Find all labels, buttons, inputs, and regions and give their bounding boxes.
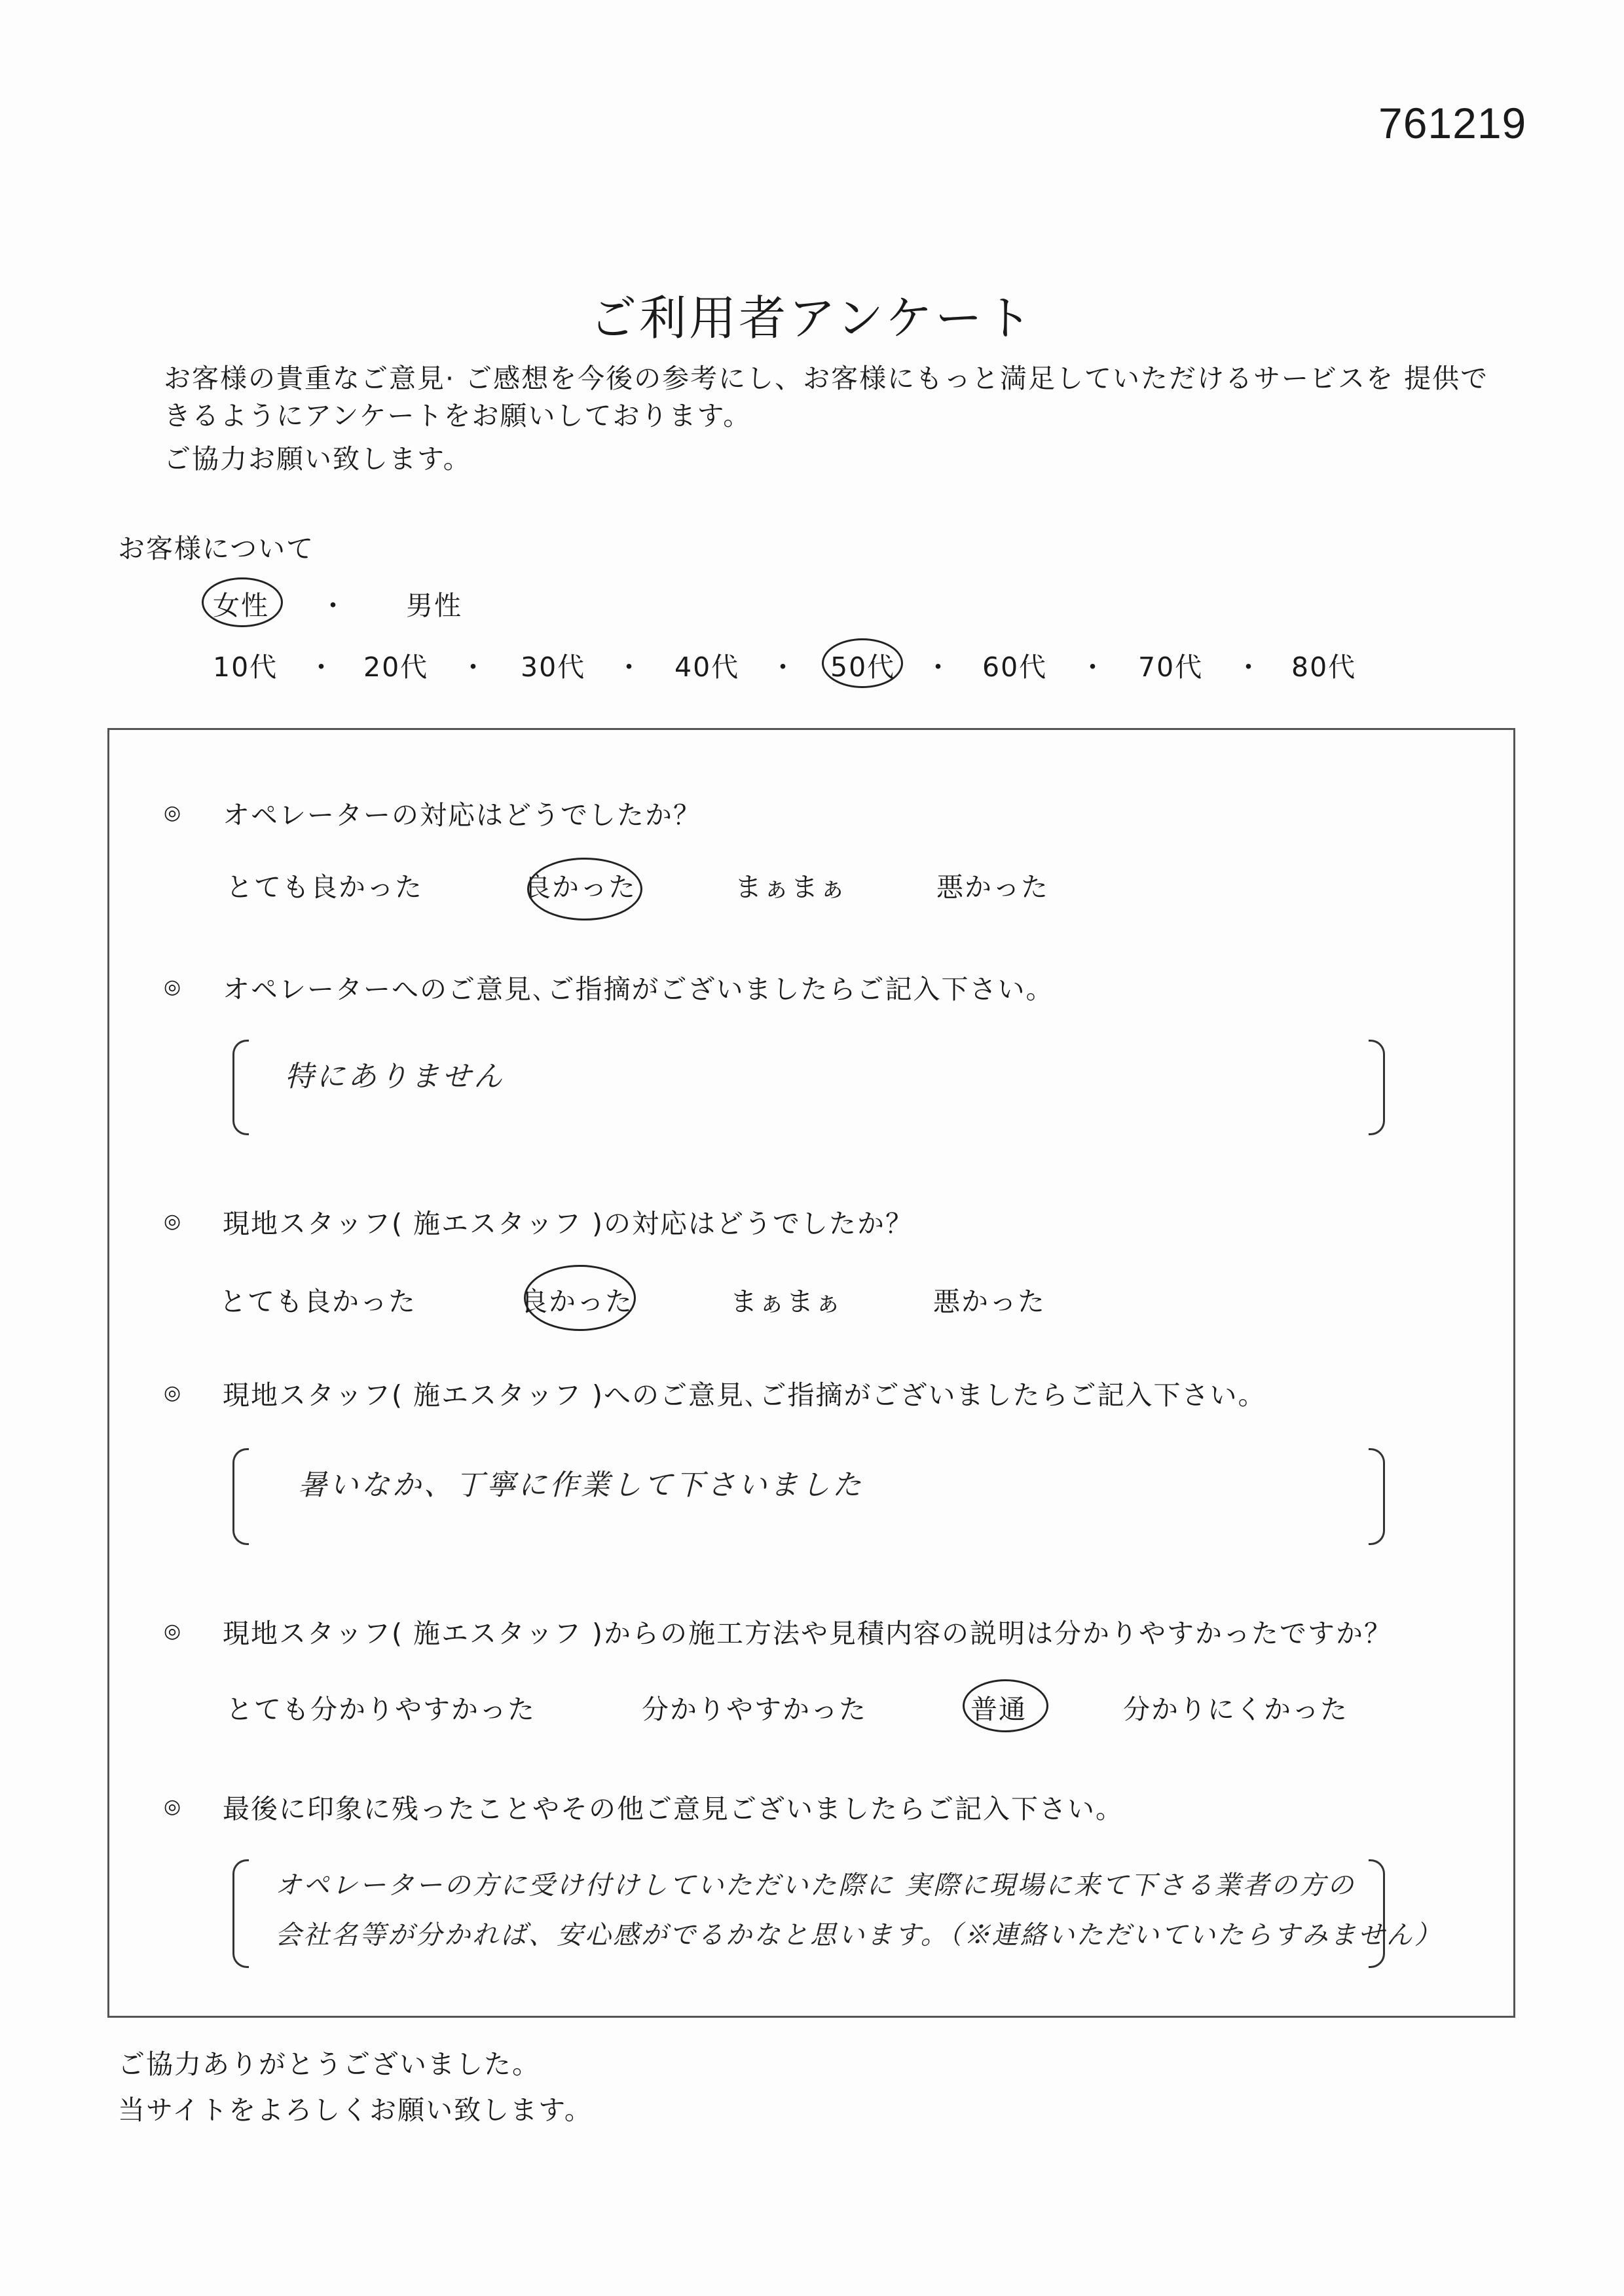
q1-option-good[interactable]: 良かった — [524, 871, 637, 903]
answer-bracket-left — [232, 1040, 249, 1135]
bullet-icon: ◎ — [164, 1210, 181, 1233]
question-4-text: 現地スタッフ( 施エスタッフ )へのご意見､ご指摘がございましたらご記入下さい。 — [223, 1379, 1266, 1411]
closing-line-1: ご協力ありがとうございました。 — [118, 2049, 540, 2080]
intro-line-3: ご協力お願い致します。 — [164, 443, 471, 475]
separator: ・ — [460, 651, 488, 683]
age-option-40s[interactable]: 40代 — [674, 651, 740, 683]
answer-bracket-left — [232, 1448, 249, 1545]
question-1-text: オペレーターの対応はどうでしたか？ — [223, 799, 701, 831]
q3-option-very-good[interactable]: とても良かった — [219, 1286, 416, 1317]
age-option-50s[interactable]: 50代 — [830, 651, 896, 683]
age-option-20s[interactable]: 20代 — [363, 651, 429, 683]
age-option-60s[interactable]: 60代 — [982, 651, 1048, 683]
intro-line-2: きるようにアンケートをお願いしております。 — [164, 400, 752, 431]
bullet-icon: ◎ — [164, 801, 181, 824]
separator: ・ — [320, 590, 348, 621]
page-title: ご利用者アンケート — [589, 291, 1035, 346]
q5-option-hard[interactable]: 分かりにくかった — [1123, 1694, 1348, 1725]
q1-option-bad[interactable]: 悪かった — [936, 871, 1049, 903]
separator: ・ — [1079, 651, 1107, 683]
bullet-icon: ◎ — [164, 1620, 181, 1643]
bullet-icon: ◎ — [164, 1795, 181, 1818]
q3-option-so-so[interactable]: まぁまぁ — [730, 1286, 843, 1317]
q1-option-so-so[interactable]: まぁまぁ — [735, 871, 847, 903]
q6-answer-line-2: 会社名等が分かれば、安心感がでるかなと思います。（※連絡いただいていたらすみません） — [275, 1920, 1443, 1950]
answer-bracket-right — [1369, 1040, 1385, 1135]
gender-option-female[interactable]: 女性 — [213, 590, 269, 621]
age-option-30s[interactable]: 30代 — [521, 651, 586, 683]
intro-line-1: お客様の貴重なご意見· ご感想を今後の参考にし、お客様にもっと満足していただけるサービスを 提供で — [164, 363, 1489, 394]
question-3-text: 現地スタッフ( 施エスタッフ )の対応はどうでしたか？ — [223, 1208, 914, 1239]
separator: ・ — [1235, 651, 1263, 683]
separator: ・ — [925, 651, 953, 683]
separator: ・ — [616, 651, 644, 683]
separator: ・ — [308, 651, 336, 683]
q5-option-very-easy[interactable]: とても分かりやすかった — [226, 1694, 536, 1725]
separator: ・ — [769, 651, 798, 683]
q3-option-bad[interactable]: 悪かった — [933, 1286, 1046, 1317]
q6-answer-line-1: オペレーターの方に受け付けしていただいた際に 実際に現場に来て下さる業者の方の — [275, 1870, 1356, 1901]
q5-option-average[interactable]: 普通 — [970, 1694, 1027, 1725]
answer-bracket-right — [1369, 1859, 1385, 1968]
question-6-text: 最後に印象に残ったことやその他ご意見ございましたらご記入下さい。 — [223, 1793, 1124, 1825]
q5-option-easy[interactable]: 分かりやすかった — [642, 1694, 867, 1725]
bullet-icon: ◎ — [164, 975, 181, 998]
q1-option-very-good[interactable]: とても良かった — [226, 871, 423, 903]
age-option-10s[interactable]: 10代 — [213, 651, 278, 683]
closing-line-2: 当サイトをよろしくお願い致します。 — [118, 2094, 593, 2126]
q3-option-good[interactable]: 良かった — [521, 1286, 633, 1317]
age-option-80s[interactable]: 80代 — [1291, 651, 1357, 683]
customer-section-label: お客様について — [118, 533, 315, 564]
question-2-text: オペレーターへのご意見､ご指摘がございましたらご記入下さい。 — [223, 974, 1054, 1005]
answer-bracket-left — [232, 1859, 249, 1968]
gender-option-male[interactable]: 男性 — [406, 590, 462, 621]
bullet-icon: ◎ — [164, 1381, 181, 1404]
q2-answer: 特にありません — [285, 1060, 505, 1093]
q4-answer: 暑いなか、丁寧に作業して下さいました — [298, 1468, 864, 1502]
form-id: 761219 — [1378, 99, 1527, 147]
question-5-text: 現地スタッフ( 施エスタッフ )からの施工方法や見積内容の説明は分かりやすかったですか？ — [223, 1618, 1393, 1649]
answer-bracket-right — [1369, 1448, 1385, 1545]
age-option-70s[interactable]: 70代 — [1138, 651, 1204, 683]
